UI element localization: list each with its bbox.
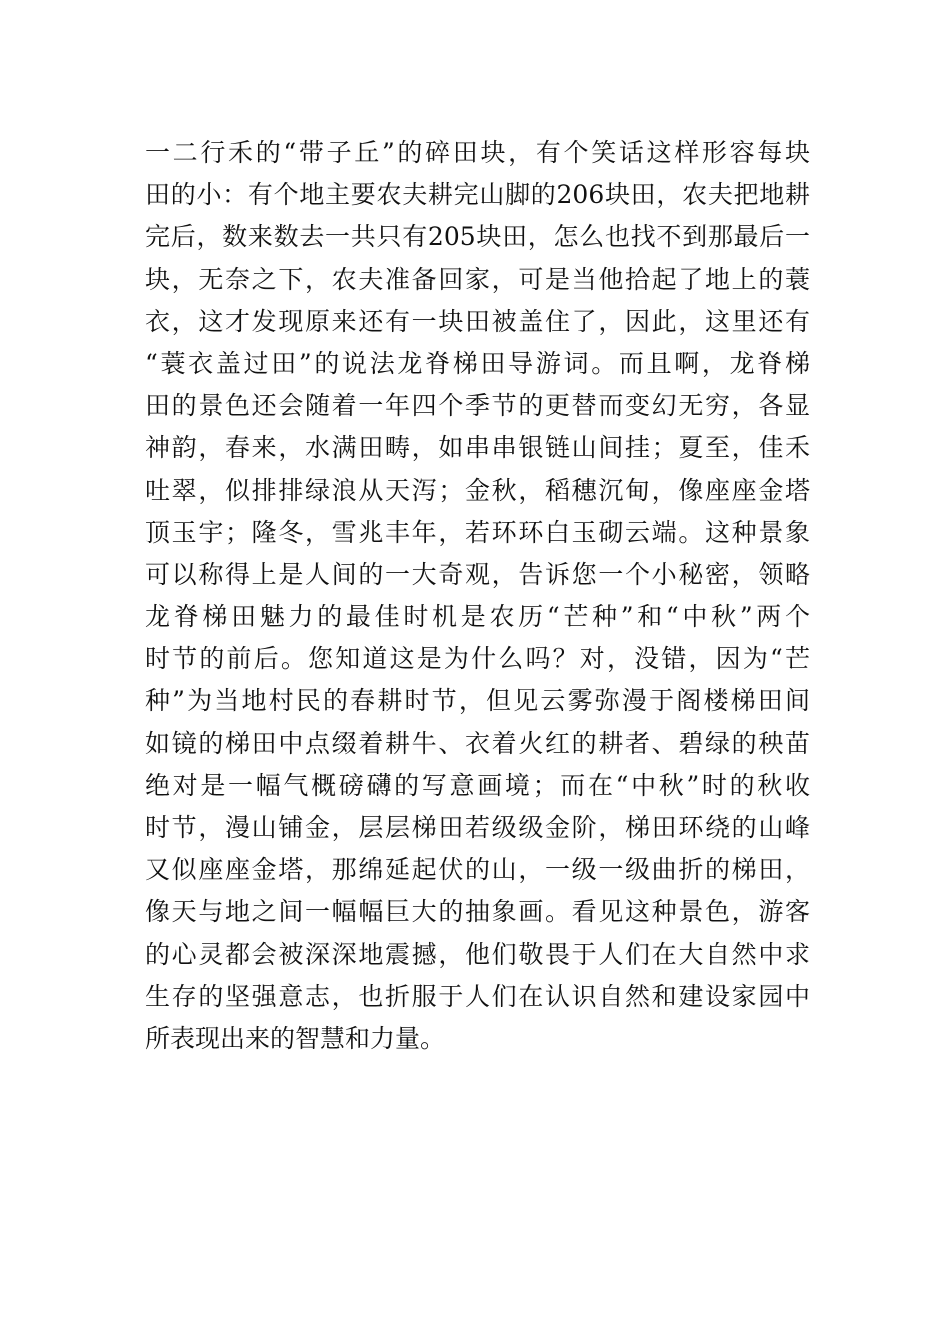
text-line: 龙脊梯田魅力的最佳时机是农历“芒种”和“中秋”两个 <box>145 602 810 632</box>
body-text <box>145 132 810 1060</box>
text-line: 如镜的梯田中点缀着耕牛、衣着火红的耕者、碧绿的秧苗 <box>145 728 810 758</box>
text-line: 像天与地之间一幅幅巨大的抽象画。看见这种景色，游客 <box>145 897 810 927</box>
text-line: 衣，这才发现原来还有一块田被盖住了，因此，这里还有 <box>145 306 810 336</box>
text-line: 吐翠，似排排绿浪从天泻；金秋，稻穗沉甸，像座座金塔 <box>145 475 810 505</box>
text-line: 田的小：有个地主要农夫耕完山脚的206块田，农夫把地耕 <box>145 180 810 210</box>
text-line: 所表现出来的智慧和力量。 <box>145 1023 446 1053</box>
text-line: 块，无奈之下，农夫准备回家，可是当他拾起了地上的蓑 <box>145 264 810 294</box>
text-line: 顶玉宇；隆冬，雪兆丰年，若环环白玉砌云端。这种景象 <box>145 517 810 547</box>
text-line: 的心灵都会被深深地震撼，他们敬畏于人们在大自然中求 <box>145 939 810 969</box>
text-line: 绝对是一幅气概磅礴的写意画境；而在“中秋”时的秋收 <box>145 770 810 800</box>
text-line: 时节，漫山铺金，层层梯田若级级金阶，梯田环绕的山峰 <box>145 813 810 842</box>
text-line: 时节的前后。您知道这是为什么吗？对，没错，因为“芒 <box>145 644 810 674</box>
text-line: 完后，数来数去一共只有205块田，怎么也找不到那最后一 <box>145 222 810 252</box>
text-line: 一二行禾的“带子丘”的碎田块，有个笑话这样形容每块 <box>145 138 810 167</box>
text-line: 神韵，春来，水满田畴，如串串银链山间挂；夏至，佳禾 <box>145 433 810 463</box>
text-line: 可以称得上是人间的一大奇观，告诉您一个小秘密，领略 <box>145 559 810 589</box>
text-line: 又似座座金塔，那绵延起伏的山，一级一级曲折的梯田， <box>145 855 810 885</box>
text-line: 田的景色还会随着一年四个季节的更替而变幻无穷，各显 <box>145 391 810 421</box>
text-line: 生存的坚强意志，也折服于人们在认识自然和建设家园中 <box>145 981 810 1011</box>
text-line: “蓑衣盖过田”的说法龙脊梯田导游词。而且啊，龙脊梯 <box>145 348 810 378</box>
text-line: 种”为当地村民的春耕时节，但见云雾弥漫于阁楼梯田间 <box>145 686 810 716</box>
